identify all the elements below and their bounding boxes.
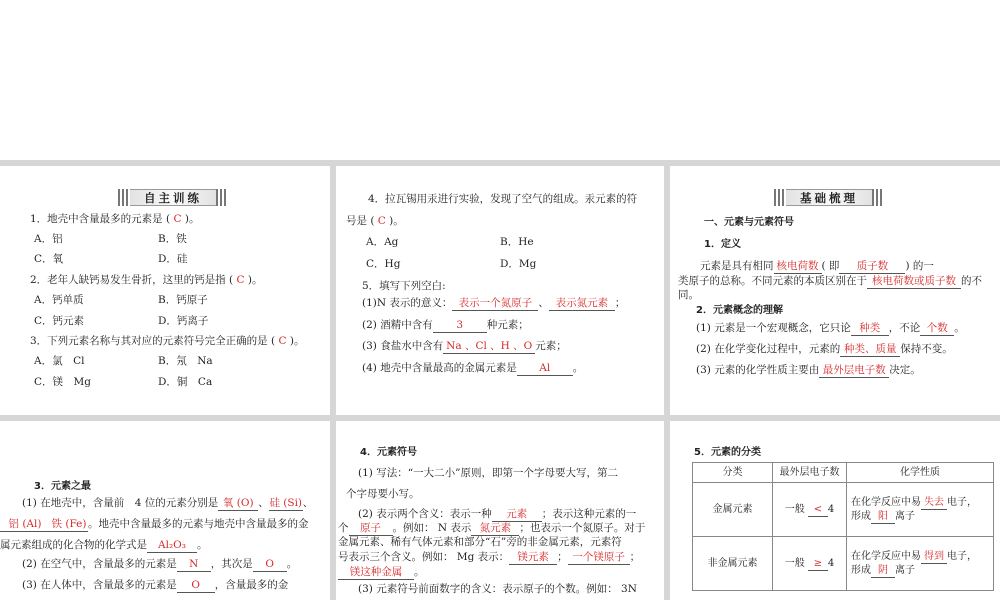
definition-line-2: 类原子的总称。不同元素的本质区别在于 核电荷数或质子数 的不: [678, 275, 982, 287]
q3-option-d: D．铜 Ca: [158, 376, 213, 388]
section-element-records: 3．元素之最: [34, 481, 91, 492]
records-line-1: (1) 在地壳中，含量前 4 位的元素分别是 氧 (O) 、硅 (Si)、: [22, 497, 314, 509]
panel-element-symbols: [336, 421, 664, 600]
symbols-line-2: 个字母要小写。: [346, 488, 420, 500]
column-header-outer-electrons: 最外层电子数: [773, 463, 847, 483]
symbols-line-4: 个 原子 。例如： N 表示 氮元素 ；也表示一个氮原子。对于: [338, 522, 646, 534]
table-row: [693, 537, 994, 591]
symbols-line-6: 号表示三个含义。例如： Mg 表示： 镁元素 ； 一个镁原子 ；: [338, 551, 641, 563]
symbols-line-5: 金属元素、稀有气体元素和部分“石”旁的非金属元素，元素符: [338, 536, 622, 548]
section-element-classification: 5．元素的分类: [694, 447, 761, 458]
q5-item-3: (3) 食盐水中含有 Na 、Cl 、H 、O 元素；: [362, 340, 567, 352]
q3-option-c: C．镁 Mg: [34, 376, 92, 388]
q2-option-d: D．钙离子: [158, 315, 209, 327]
section-elements-and-symbols: 一、元素与元素符号: [704, 217, 794, 228]
understanding-3: (3) 元素的化学性质主要由 最外层电子数 决定。: [696, 364, 921, 376]
row-nonmetal-name: 非金属元素: [693, 537, 773, 591]
panel-basic-review: [670, 166, 1000, 415]
q4-option-b: B．He: [500, 236, 534, 248]
q1-option-b: B．铁: [158, 233, 187, 245]
q1-option-c: C．氧: [34, 253, 64, 265]
question-2: 2．老年人缺钙易发生骨折，这里的钙是指 ( C )。: [30, 274, 263, 286]
q5-item-2: (2) 酒精中含有 3 种元素；: [362, 319, 529, 331]
row-nonmetal-electrons: 一般 ≥ 4: [773, 537, 847, 591]
q4-option-d: D．Mg: [500, 258, 537, 270]
panel-self-training: [0, 166, 330, 415]
table-row: [693, 483, 994, 537]
q3-option-a: A．氯 Cl: [34, 355, 85, 367]
question-5: 5．填写下列空白:: [362, 280, 446, 292]
symbols-line-3: (2) 表示两个含义：表示一种 元素 ；表示这种元素的一: [358, 508, 637, 520]
q4-option-a: A．Ag: [366, 236, 399, 248]
understanding-2: (2) 在化学变化过程中，元素的 种类、质量 保持不变。: [696, 343, 953, 355]
section-header-self-training: 自主训练: [118, 189, 228, 206]
symbols-line-7: 镁这种金属 。: [338, 565, 425, 580]
q1-option-d: D．硅: [158, 253, 188, 265]
row-metal-name: 金属元素: [693, 483, 773, 537]
panel-questions-continued: [336, 166, 664, 415]
q5-item-4: (4) 地壳中含量最高的金属元素是 Al 。: [362, 362, 584, 374]
column-header-category: 分类: [693, 463, 773, 483]
records-line-3: 属元素组成的化合物的化学式是 Al₂O₃ 。: [0, 539, 208, 551]
symbols-line-1: (1) 写法：“一大二小”原则，即第一个字母要大写，第二: [358, 467, 618, 479]
column-header-chemical-property: 化学性质: [847, 463, 994, 483]
records-line-2: 铝 (Al) 铁 (Fe) 。地壳中含量最多的元素与地壳中含量最多的金: [0, 517, 309, 532]
panel-element-records: [0, 421, 330, 600]
q2-option-a: A．钙单质: [34, 294, 84, 306]
table-header-row: [693, 463, 994, 483]
section-header-basic-review: 基础梳理: [774, 189, 884, 206]
question-1: 1．地壳中含量最多的元素是 ( C )。: [30, 213, 200, 225]
records-line-4: (2) 在空气中，含量最多的元素是 N ，其次是 O 。: [22, 558, 298, 570]
top-blank-area: [0, 0, 1000, 160]
panel-element-classification: [670, 421, 1000, 600]
subsection-definition: 1．定义: [704, 239, 741, 250]
question-4-line-1: 4．拉瓦锡用汞进行实验，发现了空气的组成。汞元素的符: [368, 193, 638, 205]
q1-option-a: A．铝: [34, 233, 63, 245]
q4-option-c: C．Hg: [366, 258, 401, 270]
classification-table: [692, 462, 994, 591]
records-line-5: (3) 在人体中，含量最多的元素是 O ，含量最多的金: [22, 579, 289, 591]
definition-line-1: 元素是具有相同 核电荷数 ( 即 质子数 ) 的一: [700, 260, 934, 272]
section-element-symbols: 4．元素符号: [360, 447, 417, 458]
q5-item-1: (1)N 表示的意义： 表示一个氮原子 、 表示氮元素 ；: [362, 297, 626, 309]
subsection-understanding: 2．元素概念的理解: [696, 305, 783, 316]
q3-option-b: B．氖 Na: [158, 355, 213, 367]
symbols-line-8: (3) 元素符号前面数字的含义：表示原子的个数。例如： 3N: [358, 583, 637, 595]
row-metal-property: 在化学反应中易 失去 电子， 形成 阳 离子: [847, 483, 994, 537]
q2-option-c: C．钙元素: [34, 315, 85, 327]
question-3: 3．下列元素名称与其对应的元素符号完全正确的是 ( C )。: [30, 335, 305, 347]
understanding-1: (1) 元素是一个宏观概念，它只论 种类 ，不论 个数 。: [696, 322, 965, 334]
row-nonmetal-property: 在化学反应中易 得到 电子， 形成 阴 离子: [847, 537, 994, 591]
q2-option-b: B．钙原子: [158, 294, 208, 306]
row-metal-electrons: 一般 < 4: [773, 483, 847, 537]
question-4-line-2: 号是 ( C )。: [346, 215, 404, 227]
definition-line-3: 同。: [678, 289, 699, 301]
